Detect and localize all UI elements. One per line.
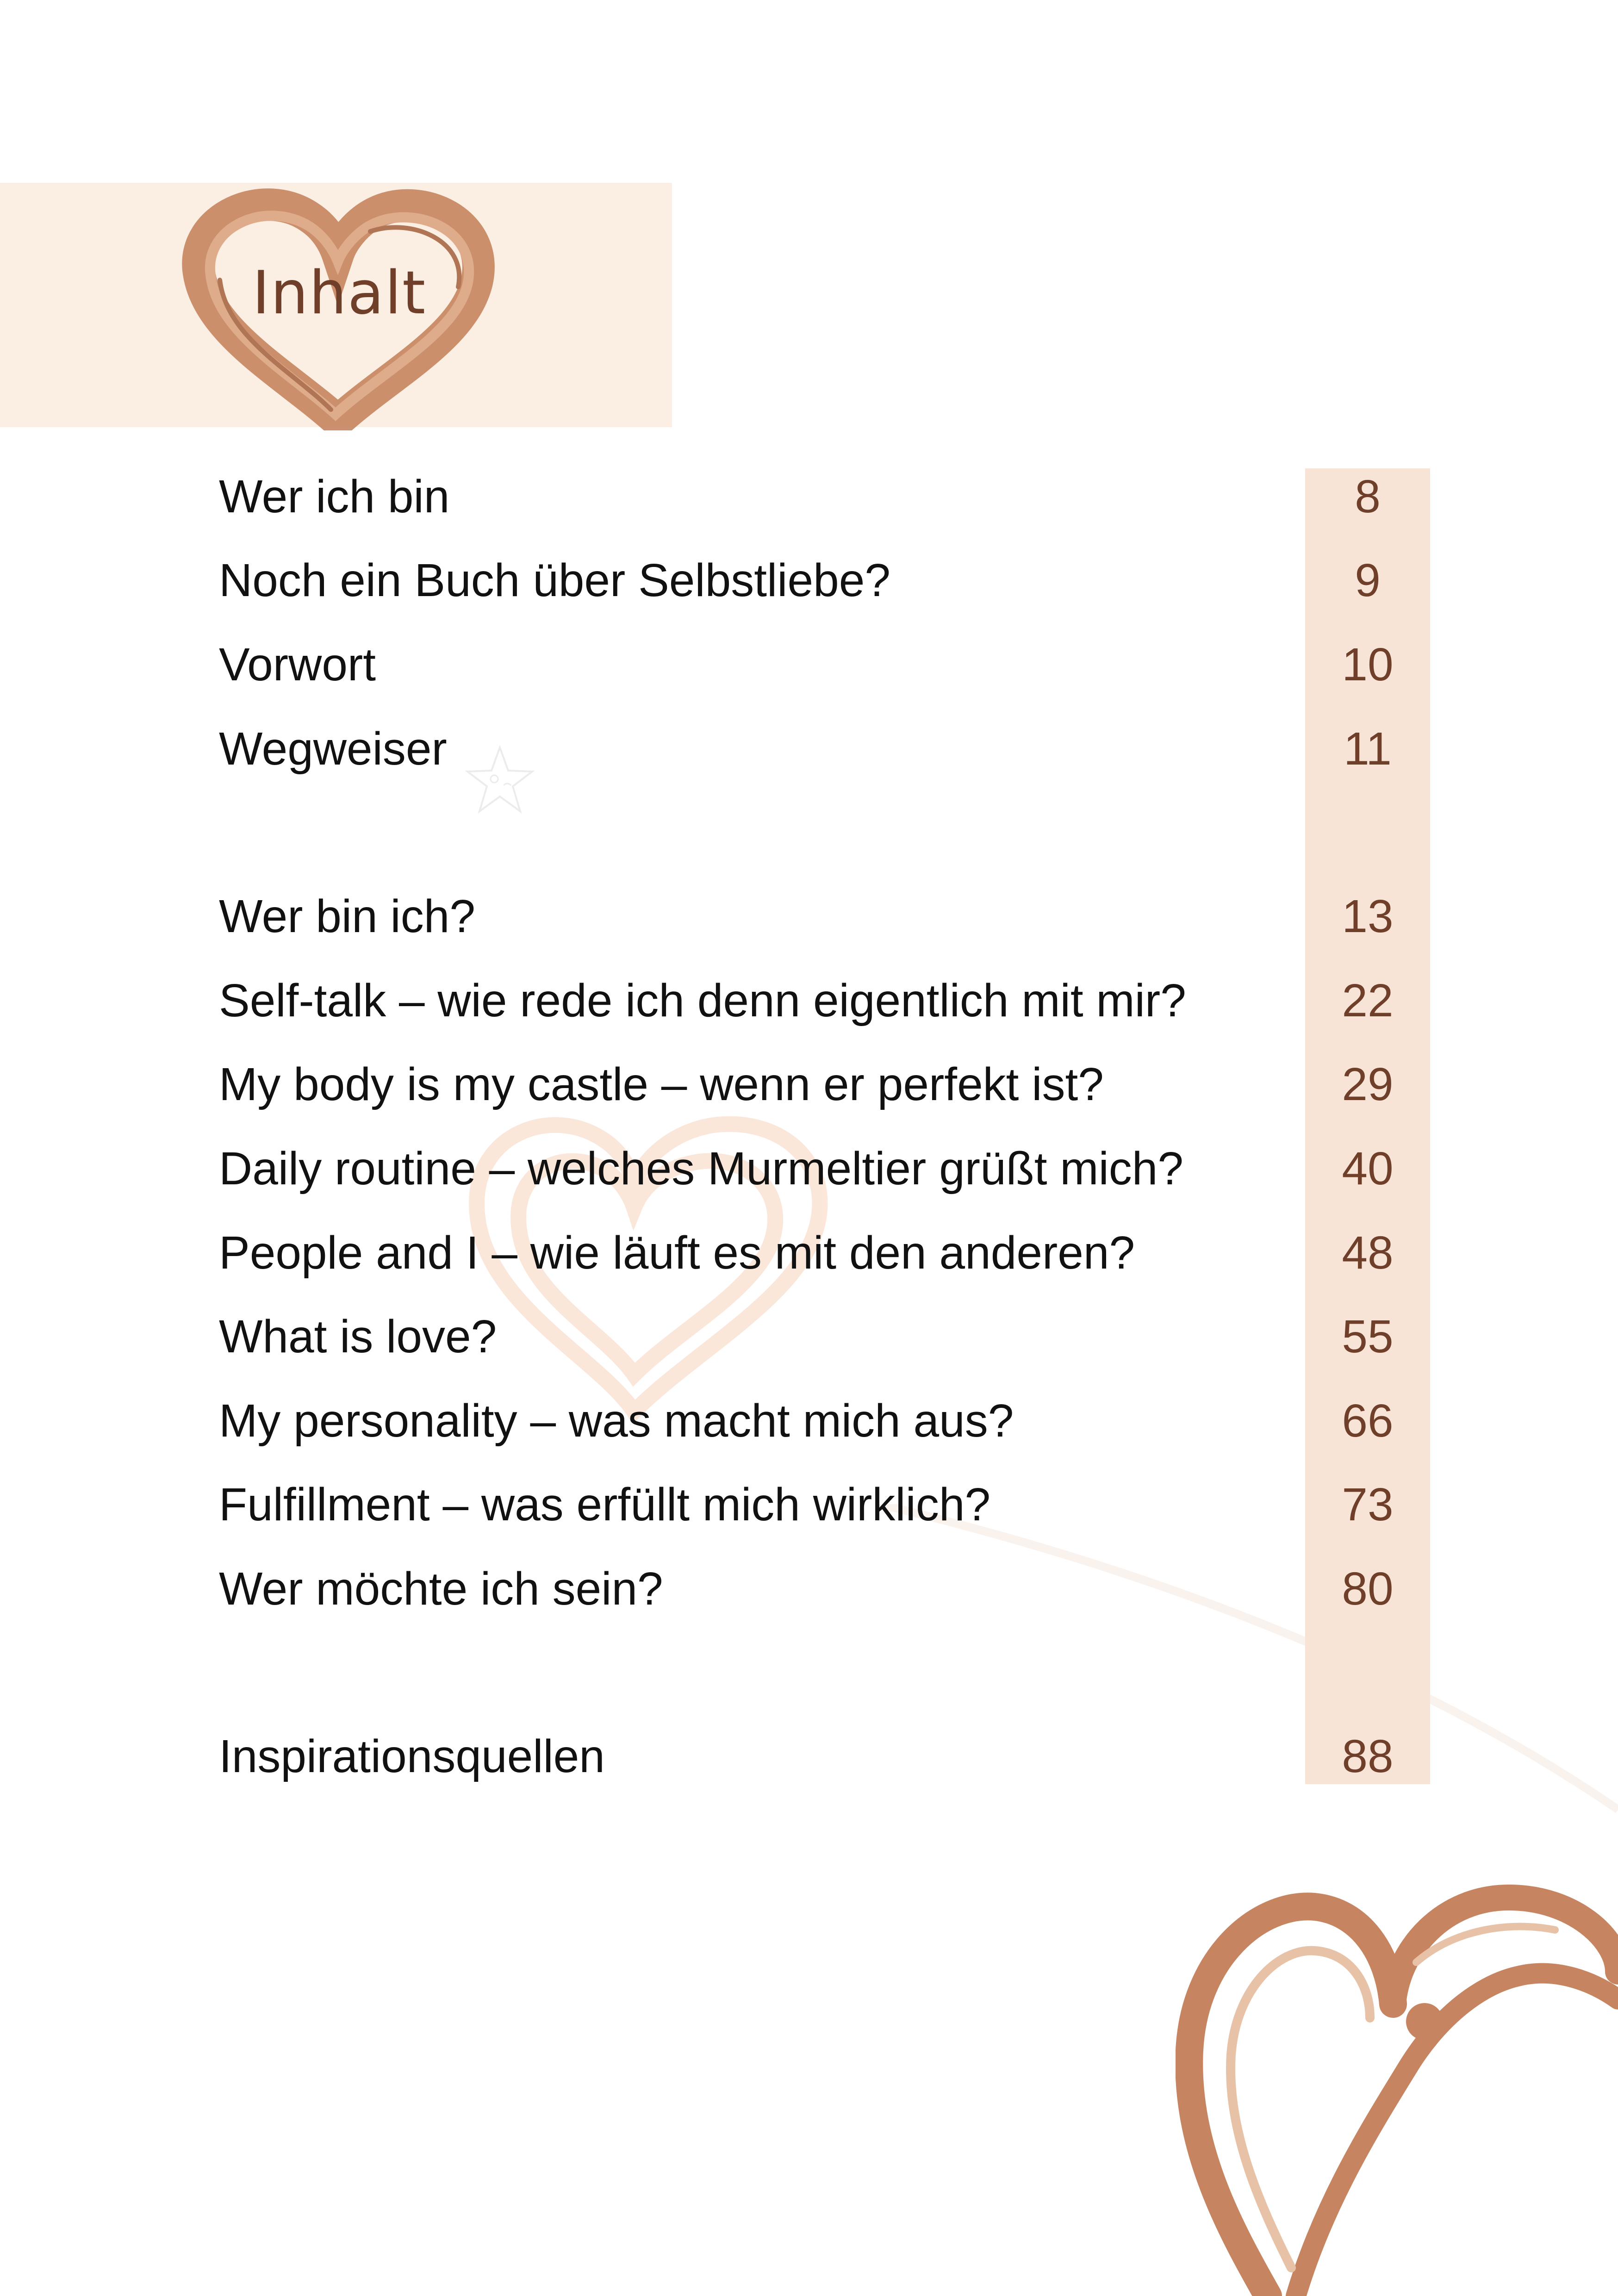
toc-entry-page: 8 <box>1355 471 1381 523</box>
toc-entry-title: People and I – wie läuft es mit den anderen? <box>219 1227 1135 1279</box>
toc-entry-page: 66 <box>1342 1395 1394 1447</box>
toc-entry[interactable] <box>0 1134 1618 1203</box>
toc-entry[interactable] <box>0 462 1618 531</box>
toc-entry-page: 88 <box>1342 1730 1394 1782</box>
toc-entry-title: Vorwort <box>219 639 376 691</box>
toc-entry[interactable] <box>0 1722 1618 1791</box>
page-title: Inhalt <box>252 259 427 328</box>
toc-entry-page: 22 <box>1342 975 1394 1027</box>
toc-entry-page: 29 <box>1342 1058 1394 1110</box>
toc-entry-page: 9 <box>1355 554 1381 606</box>
toc-entry-title: Wer ich bin <box>219 471 450 523</box>
toc-entry-page: 13 <box>1342 890 1394 942</box>
toc-entry-title: Daily routine – welches Murmeltier grüßt mich? <box>219 1143 1184 1195</box>
toc-entry-page: 80 <box>1342 1563 1394 1615</box>
toc-entry-page: 40 <box>1342 1143 1394 1195</box>
toc-entry-title: Fulfillment – was erfüllt mich wirklich? <box>219 1479 991 1531</box>
toc-entry-page: 55 <box>1342 1311 1394 1363</box>
toc-entry-page: 10 <box>1342 639 1394 691</box>
toc-entry-title: Wer möchte ich sein? <box>219 1563 663 1615</box>
toc-entry[interactable] <box>0 546 1618 615</box>
toc-entry[interactable] <box>0 1470 1618 1539</box>
toc-entry-title: My body is my castle – wenn er perfekt ist? <box>219 1058 1104 1110</box>
toc-entry-title: Noch ein Buch über Selbstliebe? <box>219 554 890 606</box>
toc-entry-title: Inspirationsquellen <box>219 1730 605 1782</box>
toc-entry-page: 11 <box>1344 723 1392 775</box>
toc-entry-title: My personality – was macht mich aus? <box>219 1395 1014 1447</box>
toc-entry[interactable] <box>0 882 1618 951</box>
toc-entry[interactable] <box>0 1554 1618 1624</box>
toc-entry[interactable] <box>0 966 1618 1035</box>
toc-entry-title: Wer bin ich? <box>219 890 475 942</box>
toc-entry-title: What is love? <box>219 1311 497 1363</box>
toc-entry[interactable] <box>0 714 1618 784</box>
toc-entry[interactable] <box>0 1302 1618 1371</box>
toc-entry-title: Self-talk – wie rede ich denn eigentlich mit mir? <box>219 975 1186 1027</box>
toc-entry[interactable] <box>0 1218 1618 1288</box>
toc-entry[interactable] <box>0 630 1618 699</box>
toc-entry[interactable] <box>0 1050 1618 1119</box>
toc-entry-page: 73 <box>1342 1479 1394 1531</box>
toc-entry-title: Wegweiser <box>219 723 447 775</box>
toc-entry[interactable] <box>0 1386 1618 1456</box>
toc-entry-page: 48 <box>1342 1227 1394 1279</box>
